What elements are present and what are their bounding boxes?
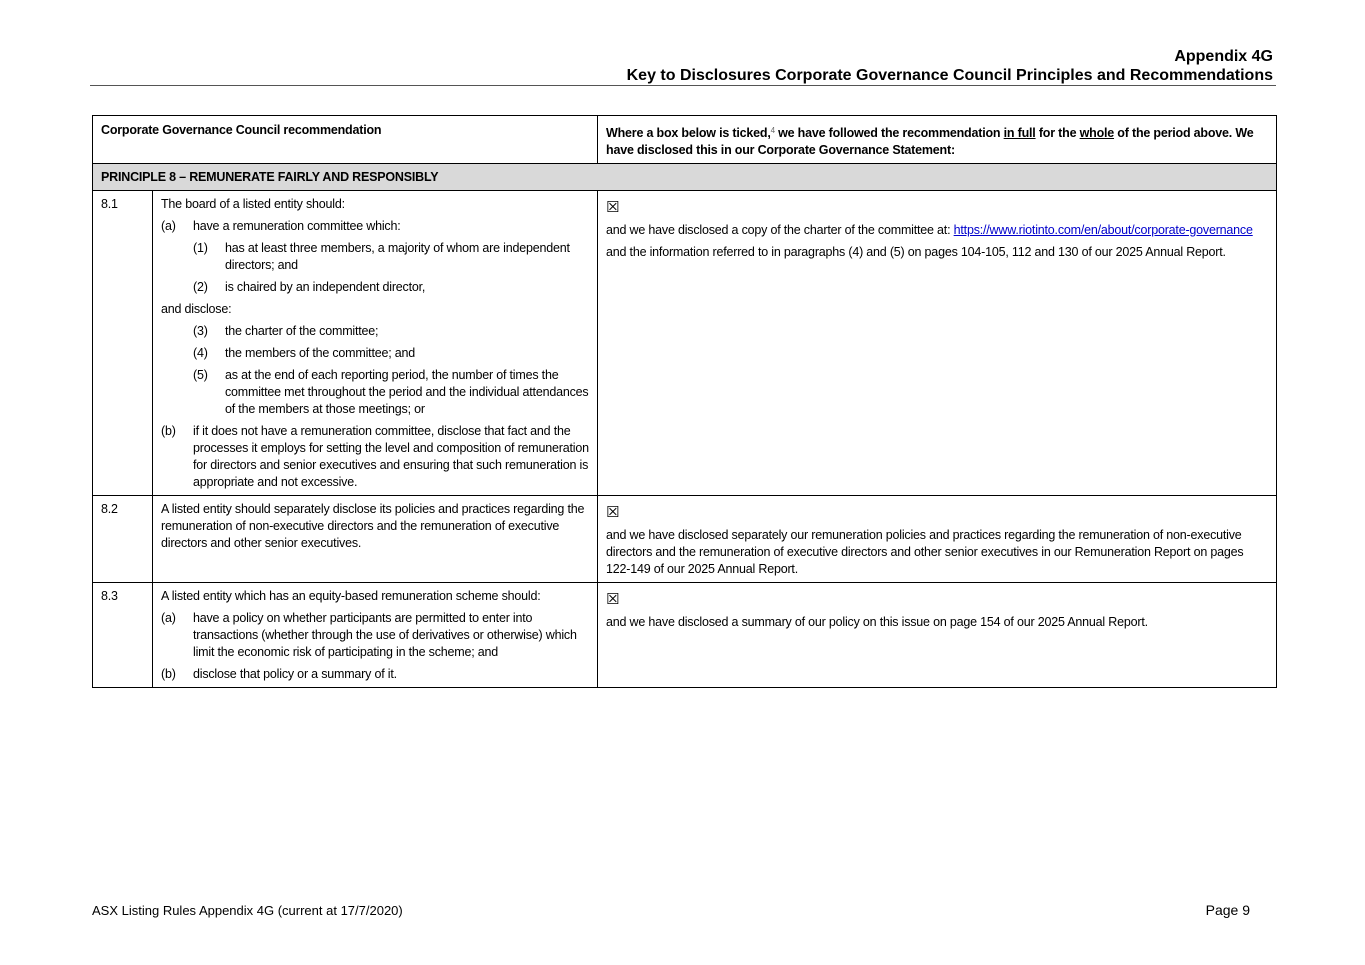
checked-box-icon[interactable]: ☒ xyxy=(606,198,620,216)
recommendation-number: 8.3 xyxy=(93,583,153,688)
principle-row xyxy=(93,164,1277,191)
footnote-ref[interactable]: 4 xyxy=(770,126,775,135)
checked-box-icon[interactable]: ☒ xyxy=(606,590,620,608)
disclosure-column-header: Where a box below is ticked,$^4$ we have followed the recommendation in full for the whole of the period above. We have disclosed this in our Corporate Governance Statement: xyxy=(598,116,1277,164)
header-divider xyxy=(90,85,1276,86)
disclosure-table xyxy=(92,115,1277,688)
recommendation-text: A listed entity which has an equity-based remuneration scheme should: (a) have a policy on whether participants are permitted to enter into transactions (whether through the use of derivatives or otherwise) which limit the economic risk of participating in the scheme; and (b) disclose that policy or a summary of it. xyxy=(153,583,598,688)
disclosure-response: ☒ and we have disclosed separately our remuneration policies and practices regarding the remuneration of non-executive directors and the remuneration of executive directors and other senior executives in our Remuneration Report on pages 122-149 of our 2025 Annual Report. xyxy=(598,496,1277,583)
disclosure-response: ☒ and we have disclosed a summary of our policy on this issue on page 154 of our 2025 Annual Report. xyxy=(598,583,1277,688)
principle-title: PRINCIPLE 8 – REMUNERATE FAIRLY AND RESPONSIBLY xyxy=(93,164,1277,191)
governance-link[interactable]: https://www.riotinto.com/en/about/corporate-governance xyxy=(953,223,1253,237)
recommendation-number: 8.2 xyxy=(93,496,153,583)
document-title: Key to Disclosures Corporate Governance Council Principles and Recommendations xyxy=(626,67,1273,84)
table-row xyxy=(93,191,1277,496)
page-number: Page 9 xyxy=(1205,902,1250,918)
footer-source: ASX Listing Rules Appendix 4G (current at 17/7/2020) xyxy=(92,903,403,918)
recommendation-number: 8.1 xyxy=(93,191,153,496)
table-header-row xyxy=(93,116,1277,164)
checked-box-icon[interactable]: ☒ xyxy=(606,503,620,521)
table-row xyxy=(93,583,1277,688)
disclosure-response: ☒ and we have disclosed a copy of the charter of the committee at: https://www.riotinto.com/en/about/corporate-governance and the information referred to in paragraphs (4) and (5) on pages 104-105, 112 and 130 of our 2025 Annual Report. xyxy=(598,191,1277,496)
appendix-title: Appendix 4G xyxy=(1174,48,1273,65)
recommendation-column-header: Corporate Governance Council recommendation xyxy=(93,116,598,164)
recommendation-text: A listed entity should separately disclose its policies and practices regarding the remuneration of non-executive directors and the remuneration of executive directors and other senior executives. xyxy=(153,496,598,583)
table-row xyxy=(93,496,1277,583)
page-header xyxy=(627,47,1273,85)
recommendation-text: The board of a listed entity should: (a) have a remuneration committee which: (1) has at least three members, a majority of whom are independent directors; and (2) is chaired by an independent director, and disclose: (3) the charter of the committee; (4) the members of the committee; and (5) as at the end of each reporting period, the number of times the committee met throughout the period and the individual attendances of the members at those meetings; or (b) if it does not have a remuneration committee, disclose that fact and the processes it employs for setting the level and composition of remuneration for directors and senior executives and ensuring that such remuneration is appropriate and not excessive. xyxy=(153,191,598,496)
